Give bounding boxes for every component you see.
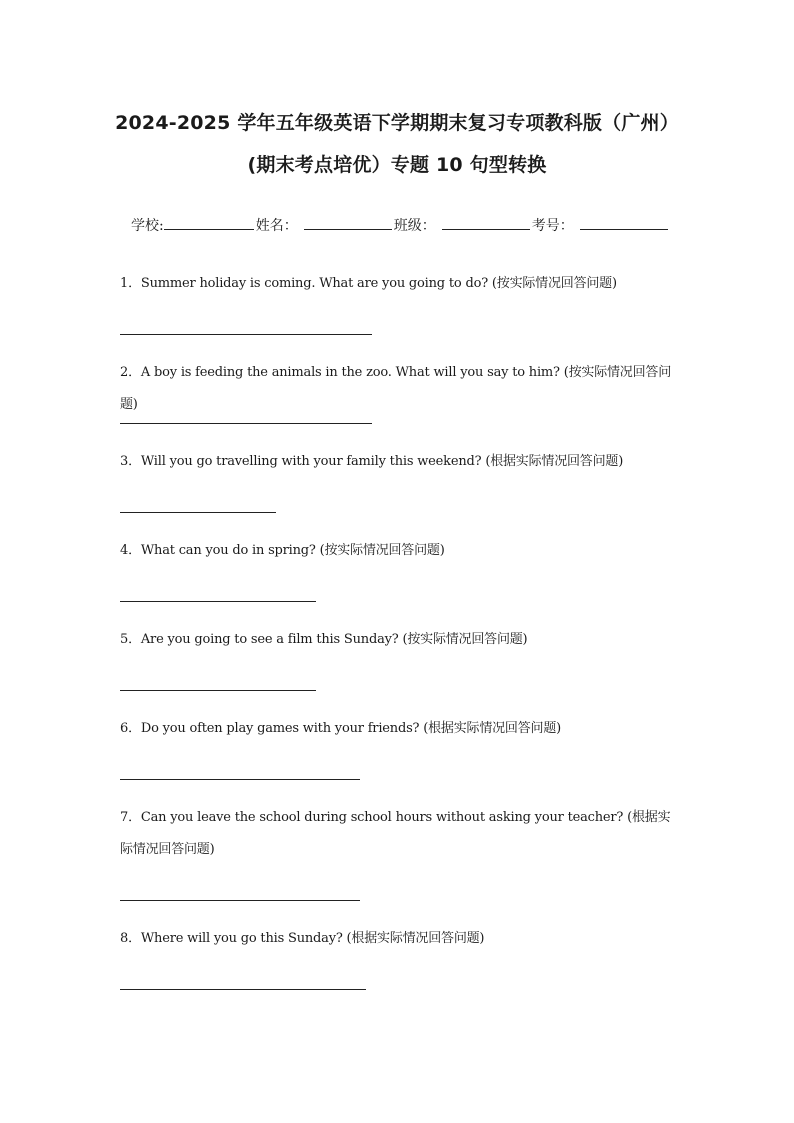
page-title-line-1: 2024-2025 学年五年级英语下学期期末复习专项教科版（广州） — [115, 112, 679, 134]
question-3: 3．Will you go travelling with your family this weekend? (根据实际情况回答问题) — [120, 454, 624, 469]
answer-line-6[interactable] — [120, 779, 360, 780]
class-blank[interactable] — [442, 215, 530, 230]
question-8: 8．Where will you go this Sunday? (根据实际情况回答问题) — [120, 931, 485, 946]
question-5: 5．Are you going to see a film this Sunday? (按实际情况回答问题) — [120, 632, 528, 647]
question-2: 2．A boy is feeding the animals in the zoo. What will you say to him? (按实际情况回答问题) — [120, 365, 672, 412]
answer-line-1[interactable] — [120, 334, 372, 335]
number-label: 考号： — [531, 218, 574, 234]
class-label: 班级： — [393, 218, 436, 234]
school-blank[interactable] — [164, 215, 254, 230]
answer-line-3[interactable] — [120, 512, 276, 513]
school-label: 学校: — [131, 218, 164, 234]
number-blank[interactable] — [580, 215, 668, 230]
answer-line-8[interactable] — [120, 989, 366, 990]
answer-line-2[interactable] — [120, 423, 372, 424]
name-blank[interactable] — [304, 215, 392, 230]
question-6: 6．Do you often play games with your friends? (根据实际情况回答问题) — [120, 721, 561, 736]
student-info-row — [131, 215, 670, 235]
answer-line-4[interactable] — [120, 601, 316, 602]
answer-line-5[interactable] — [120, 690, 316, 691]
question-4: 4．What can you do in spring? (按实际情况回答问题) — [120, 543, 445, 558]
question-1: 1．Summer holiday is coming. What are you going to do? (按实际情况回答问题) — [120, 276, 617, 291]
name-label: 姓名： — [255, 218, 298, 234]
question-7: 7．Can you leave the school during school hours without asking your teacher? (根据实际情况回答问题) — [120, 810, 671, 857]
page-title-line-2: (期末考点培优）专题 10 句型转换 — [247, 154, 547, 176]
answer-line-7[interactable] — [120, 900, 360, 901]
